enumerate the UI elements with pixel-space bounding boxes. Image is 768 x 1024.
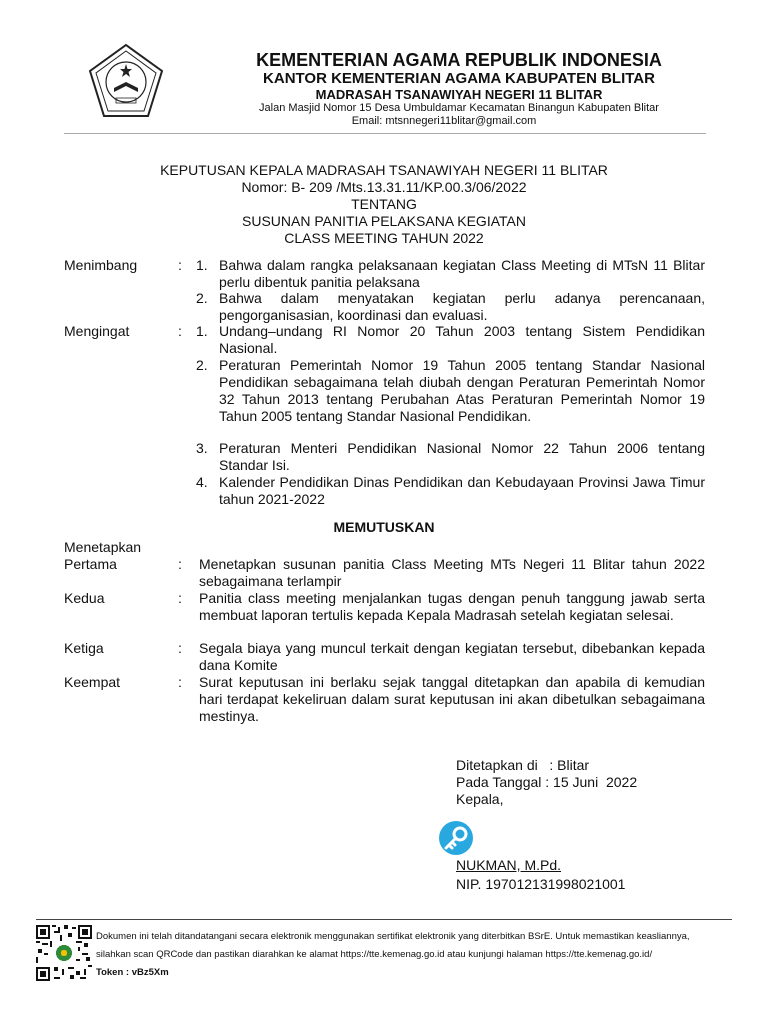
kedua-colon: :: [178, 590, 182, 606]
header-school: MADRASAH TSANAWIYAH NEGERI 11 BLITAR: [315, 87, 603, 102]
mengingat-num: 2.: [196, 357, 208, 373]
decree-subject-1: SUSUNAN PANITIA PELAKSANA KEGIATAN: [242, 213, 526, 229]
decree-tentang: TENTANG: [351, 196, 417, 212]
keempat-colon: :: [178, 674, 182, 690]
signature-place: Ditetapkan di : Blitar: [456, 757, 590, 773]
mengingat-colon: :: [178, 323, 182, 339]
mengingat-num: 3.: [196, 440, 208, 456]
keempat-label: Keempat: [64, 674, 121, 690]
menimbang-num: 1.: [196, 257, 208, 273]
ketiga-label: Ketiga: [64, 640, 104, 656]
menetapkan-label: Menetapkan: [64, 539, 142, 555]
header-email: Email: mtsnnegeri11blitar@gmail.com: [351, 115, 537, 127]
footer-token: Token : vBz5Xm: [96, 967, 169, 978]
menimbang-colon: :: [178, 257, 182, 273]
decree-title: KEPUTUSAN KEPALA MADRASAH TSANAWIYAH NEGERI 11 BLITAR: [160, 162, 608, 178]
pertama-text: Menetapkan susunan panitia Class Meeting MTs Negeri 11 Blitar tahun 2022 sebagaimana terlampir: [199, 556, 705, 589]
pertama-colon: :: [178, 556, 182, 572]
header-ministry: KEMENTERIAN AGAMA REPUBLIK INDONESIA: [256, 50, 662, 70]
memutuskan-heading: MEMUTUSKAN: [333, 519, 435, 535]
mengingat-num: 4.: [196, 474, 208, 490]
footer-divider: [36, 919, 732, 920]
footer-notice-2: silahkan scan QRCode dan pastikan diarahkan ke alamat https://tte.kemenag.go.id atau kunjungi halaman https://tte.kemenag.go.id/: [96, 949, 653, 960]
menimbang-label: Menimbang: [64, 257, 138, 273]
decree-number: Nomor: B- 209 /Mts.13.31.11/KP.00.3/06/2022: [241, 179, 527, 195]
mengingat-item: Peraturan Pemerintah Nomor 19 Tahun 2005 tentang Standar Nasional Pendidikan sebagaimana telah diubah dengan Peraturan Pemerintah Nomor 32 Tahun 2013 tentang Perubahan Atas Peraturan Pemerintah Nomor 19 Tahun 2005 tentang Standar Nasional Pendidikan.: [219, 357, 705, 424]
verification-qrcode[interactable]: [36, 925, 92, 981]
signature-role: Kepala,: [456, 791, 504, 807]
decree-subject-2: CLASS MEETING TAHUN 2022: [284, 230, 484, 246]
signatory-name: NUKMAN, M.Pd.: [456, 857, 562, 873]
e-signature-icon: [438, 820, 474, 856]
ketiga-colon: :: [178, 640, 182, 656]
mengingat-item: Undang–undang RI Nomor 20 Tahun 2003 tentang Sistem Pendidikan Nasional.: [219, 323, 705, 356]
menimbang-num: 2.: [196, 290, 208, 306]
footer-notice-1: Dokumen ini telah ditandatangani secara elektronik menggunakan sertifikat elektronik yang diterbitkan BSrE. Untuk memastikan keasliannya,: [96, 931, 690, 942]
header-divider: [64, 133, 706, 134]
menimbang-item: Bahwa dalam rangka pelaksanaan kegiatan Class Meeting di MTsN 11 Blitar perlu dibentuk panitia pelaksana: [219, 257, 705, 290]
signatory-nip: NIP. 197012131998021001: [456, 876, 626, 892]
signature-date: Pada Tanggal : 15 Juni 2022: [456, 774, 638, 790]
header-office: KANTOR KEMENTERIAN AGAMA KABUPATEN BLITAR: [263, 70, 655, 87]
mengingat-item: Peraturan Menteri Pendidikan Nasional Nomor 22 Tahun 2006 tentang Standar Isi.: [219, 440, 705, 473]
kedua-text: Panitia class meeting menjalankan tugas dengan penuh tanggung jawab serta membuat laporan tertulis kepada Kepala Madrasah setelah kegiatan selesai.: [199, 590, 705, 623]
mengingat-label: Mengingat: [64, 323, 130, 339]
pertama-label: Pertama: [64, 556, 117, 572]
menimbang-item: Bahwa dalam menyatakan kegiatan perlu adanya perencanaan, pengorganisasian, koordinasi dan evaluasi.: [219, 290, 705, 323]
keempat-text: Surat keputusan ini berlaku sejak tanggal ditetapkan dan apabila di kemudian hari terdapat kekeliruan dalam surat keputusan ini akan dibetulkan sebagaimana mestinya.: [199, 674, 705, 724]
header-address: Jalan Masjid Nomor 15 Desa Umbuldamar Kecamatan Binangun Kabupaten Blitar: [259, 102, 659, 114]
kedua-label: Kedua: [64, 590, 105, 606]
mengingat-num: 1.: [196, 323, 208, 339]
mengingat-item: Kalender Pendidikan Dinas Pendidikan dan Kebudayaan Provinsi Jawa Timur tahun 2021-2022: [219, 474, 705, 507]
ketiga-text: Segala biaya yang muncul terkait dengan kegiatan tersebut, dibebankan kepada dana Komite: [199, 640, 705, 673]
